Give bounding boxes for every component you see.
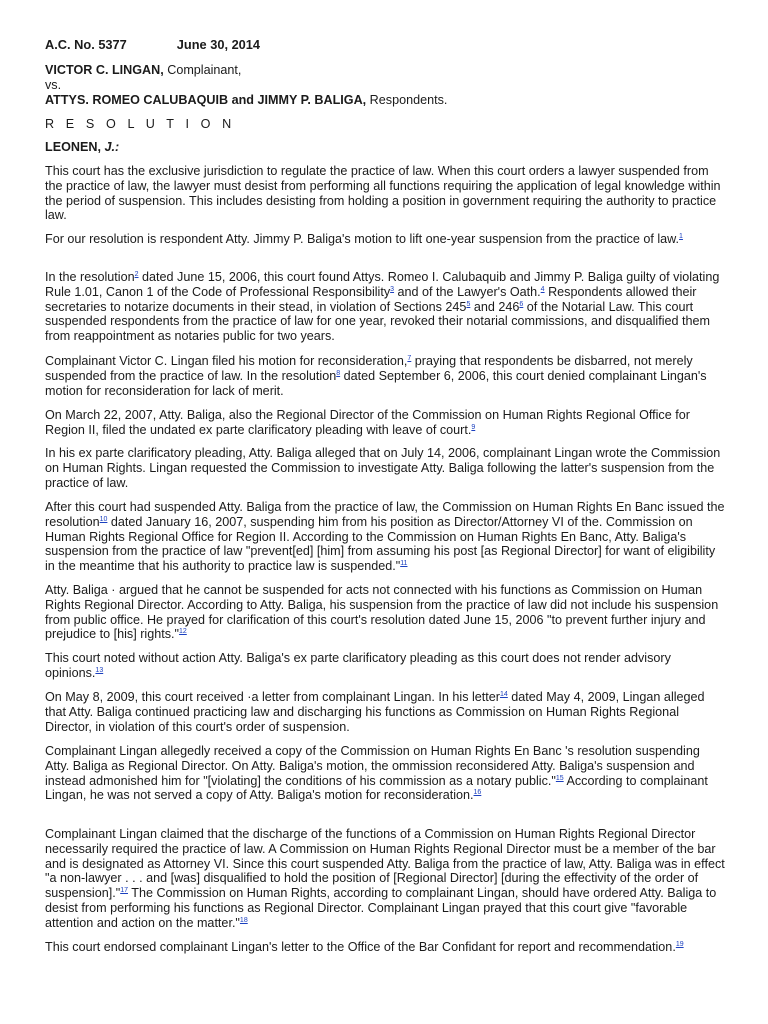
paragraph: In his ex parte clarificatory pleading, Atty. Baliga alleged that on July 14, 2006, complainant Lingan wrote the Commission on Human Rights. Lingan requested the Commission to investigate Atty. Baliga following the latter's suspension from the practice of law. bbox=[45, 446, 721, 490]
complainant-role: Complainant, bbox=[167, 63, 242, 77]
paragraph: This court has the exclusive jurisdiction to regulate the practice of law. When this court orders a lawyer suspended from the practice of law, the lawyer must desist from performing all functions requiring the application of legal knowledge within the period of suspension. This includes desisting from holding a position in government requiring the authority to practice law. bbox=[45, 164, 721, 223]
paragraph: In the resolution$^2$ dated June 15, 2006, this court found Attys. Romeo I. Calubaquib and Jimmy P. Baliga guilty of violating Rule 1.01, Canon 1 of the Code of Professional Responsibility$^3$ and of the Lawyer's Oath.$^4$ Respondents allowed their secretaries to notarize documents in their stead, in violation of Sections $245^5$ and $246^6$ of the Notarial Law. This court suspended respondents from the practice of law for one year, revoked their notarial commissions, and disqualified them from reappointment as notaries public for two years. bbox=[45, 270, 720, 344]
ponente-name: LEONEN, bbox=[45, 140, 101, 154]
case-number: A.C. No. 5377 bbox=[45, 37, 127, 52]
respondents-names: ATTYS. ROMEO CALUBAQUIB and JIMMY P. BALIGA, bbox=[45, 93, 367, 107]
ponente-line bbox=[45, 140, 119, 155]
footnote-link[interactable]: 9 bbox=[471, 423, 476, 431]
footnote-link[interactable]: 4 bbox=[540, 285, 545, 293]
footnote-link[interactable]: 19 bbox=[675, 941, 684, 948]
footnote-link[interactable]: 14 bbox=[500, 691, 508, 698]
paragraph: Atty. Baliga · argued that he cannot be suspended for acts not connected with his functions as Commission on Human Rights Regional Director. According to Atty. Baliga, his suspension from the practice of law did not include his suspension from public office. He prayed for clarification of this court's resolution dated June 15, 2006 "to prevent further injury and prejudice to [his] rights."$^{12}$ bbox=[45, 583, 719, 642]
complainant-name: VICTOR C. LINGAN, bbox=[45, 63, 164, 77]
paragraph: This court noted without action Atty. Baliga's ex parte clarificatory pleading as this court does not render advisory opinions.$^{13}$ bbox=[45, 651, 671, 680]
footnote-link[interactable]: 7 bbox=[407, 355, 412, 362]
paragraph: For our resolution is respondent Atty. Jimmy P. Baliga's motion to lift one-year suspension from the practice of law.$^1$ bbox=[45, 232, 683, 246]
footnote-link[interactable]: 18 bbox=[239, 916, 248, 924]
footnote-link[interactable]: 6 bbox=[519, 300, 524, 308]
footnote-link[interactable]: 16 bbox=[473, 789, 482, 797]
footnote-link[interactable]: 11 bbox=[400, 560, 408, 568]
case-date: June 30, 2014 bbox=[176, 37, 261, 52]
paragraph: Complainant Lingan claimed that the discharge of the functions of a Commission on Human Rights Regional Director necessarily required the practice of law. A Commission on Human Rights Regional Director must be a member of the bar and is designated as Attorney VI. Since this court suspended Atty. Baliga from the practice of law, Atty. Baliga was in effect "a non-lawyer . . . and [was] disqualified to hold the position of [Regional Director] [during the effectivity of the order of suspension]."$^{17}$ The Commission on Human Rights, according to complainant Lingan, should have ordered Atty. Baliga to desist from performing his functions as Regional Director. Complainant Lingan prayed that this court give "favorable attention and action on the matter."$^{18}$ bbox=[45, 827, 725, 930]
paragraph: Complainant Lingan allegedly received a copy of the Commission on Human Rights En Banc 's resolution suspending Atty. Baliga as Regional Director. On Atty. Baliga's motion, the ommission reconsidered Atty. Baliga's suspension and instead admonished him for "[violating] the conditions of his commission as a notary public."$^{15}$ According to complainant Lingan, he was not served a copy of Atty. Baliga's motion for reconsideration.$^{16}$ bbox=[45, 744, 708, 803]
footnote-link[interactable]: 17 bbox=[120, 887, 128, 895]
footnote-link[interactable]: 12 bbox=[178, 628, 187, 636]
complainant-line bbox=[45, 63, 241, 78]
document-type-heading: R E S O L U T I O N bbox=[45, 117, 236, 131]
paragraph: After this court had suspended Atty. Baliga from the practice of law, the Commission on Human Rights En Banc issued the resolution$^{10}$ dated January 16, 2007, suspending him from his position as Director/Attorney VI of the. Commission on Human Rights Regional Office for Region II. According to the Commission on Human Rights En Banc, Atty. Baliga's suspension from the practice of law "prevent[ed] [him] from assuming his post [as Regional Director] for want of eligibility in the meantime that his authority to practice law is suspended."$^{11}$ bbox=[45, 500, 725, 574]
versus-line: vs. bbox=[45, 78, 62, 92]
footnote-link[interactable]: 3 bbox=[390, 285, 395, 293]
ponente-title: J.: bbox=[104, 140, 120, 154]
paragraph: Complainant Victor C. Lingan filed his motion for reconsideration,$^7$ praying that respondents be disbarred, not merely suspended from the practice of law. In the resolution$^8$ dated September 6, 2006, this court denied complainant Lingan's motion for reconsideration for lack of merit. bbox=[45, 354, 707, 398]
footnote-link[interactable]: 5 bbox=[466, 300, 471, 308]
footnote-link[interactable]: 13 bbox=[95, 666, 104, 674]
footnote-link[interactable]: 15 bbox=[555, 774, 564, 782]
paragraph: This court endorsed complainant Lingan's letter to the Office of the Bar Confidant for report and recommendation.$^{19}$ bbox=[45, 940, 684, 954]
respondents-line bbox=[45, 93, 447, 108]
case-header bbox=[45, 38, 260, 53]
respondents-role: Respondents. bbox=[369, 93, 448, 107]
footnote-link[interactable]: 10 bbox=[99, 515, 108, 523]
footnote-link[interactable]: 1 bbox=[679, 233, 683, 240]
footnote-link[interactable]: 8 bbox=[336, 369, 341, 377]
paragraph: On May 8, 2009, this court received ·a letter from complainant Lingan. In his letter$^{14}$ dated May 4, 2009, Lingan alleged that Atty. Baliga continued practicing law and discharging his functions as Commission on Human Rights Regional Director, in violation of this court's order of suspension. bbox=[45, 690, 705, 734]
footnote-link[interactable]: 2 bbox=[134, 271, 139, 278]
paragraph: On March 22, 2007, Atty. Baliga, also the Regional Director of the Commission on Human Rights Regional Office for Region II, filed the undated ex parte clarificatory pleading with leave of court.$^9$ bbox=[45, 408, 690, 437]
